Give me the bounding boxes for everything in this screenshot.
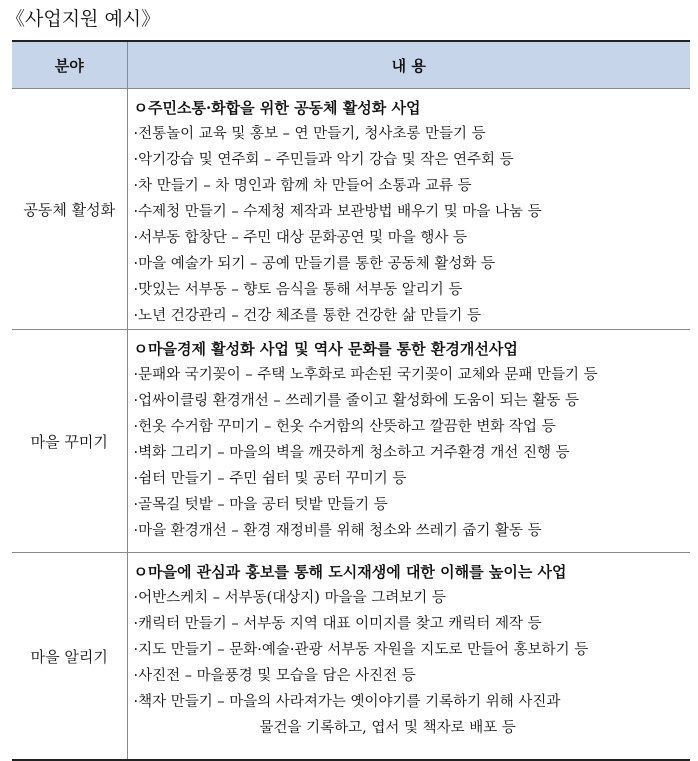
list-item: ·캐릭터 만들기 – 서부동 지역 대표 이미지를 찾고 캐릭터 제작 등: [133, 616, 542, 632]
list-item: ·쉼터 만들기 – 주민 쉼터 및 공터 꾸미기 등: [133, 471, 407, 487]
list-item: ·마을 환경개선 – 환경 재정비를 위해 청소와 쓰레기 줍기 활동 등: [133, 523, 542, 539]
row-heading: ㅇ마을경제 활성화 사업 및 역사 문화를 통한 환경개선사업: [133, 340, 518, 358]
list-item: ·사진전 – 마을풍경 및 모습을 담은 사진전 등: [133, 668, 416, 684]
list-item: ·문패와 국기꽂이 – 주택 노후화로 파손된 국기꽂이 교체와 문패 만들기 등: [133, 367, 598, 383]
list-item: ·차 만들기 – 차 명인과 함께 차 만들어 소통과 교류 등: [133, 178, 472, 194]
header-category: 분야: [12, 41, 127, 89]
list-item: ·마을 예술가 되기 – 공예 만들기를 통한 공동체 활성화 등: [133, 256, 495, 272]
table-header-row: [12, 41, 690, 89]
list-item: ·악기강습 및 연주회 – 주민들과 악기 강습 및 작은 연주회 등: [133, 152, 514, 168]
row-category: 마을 꾸미기: [12, 330, 127, 553]
row-heading: ㅇ주민소통·화합을 위한 공동체 활성화 사업: [133, 99, 421, 117]
section-title: 《사업지원 예시》: [6, 8, 161, 30]
row-content: [127, 330, 690, 553]
row-content: [127, 553, 690, 761]
list-item: ·전통놀이 교육 및 홍보 – 연 만들기, 청사초롱 만들기 등: [133, 126, 486, 142]
list-item: ·골목길 텃밭 – 마을 공터 텃밭 만들기 등: [133, 497, 388, 513]
list-item: ·서부동 합창단 – 주민 대상 문화공연 및 마을 행사 등: [133, 230, 467, 246]
list-item: ·노년 건강관리 – 건강 체조를 통한 건강한 삶 만들기 등: [133, 308, 481, 324]
support-examples-table: [12, 40, 690, 761]
list-item: ·어반스케치 – 서부동(대상지) 마을을 그려보기 등: [133, 590, 446, 606]
list-item: ·수제청 만들기 – 수제청 제작과 보관방법 배우기 및 마을 나눔 등: [133, 204, 542, 220]
list-item: ·책자 만들기 – 마을의 사라져가는 옛이야기를 기록하기 위해 사진과: [133, 694, 561, 710]
header-content: 내 용: [127, 41, 690, 89]
table-row: [12, 330, 690, 553]
list-item: ·헌옷 수거함 꾸미기 – 헌옷 수거함의 산뜻하고 깔끔한 변화 작업 등: [133, 419, 556, 435]
table-row: [12, 89, 690, 330]
row-content: [127, 89, 690, 330]
row-category: 공동체 활성화: [12, 89, 127, 330]
row-category: 마을 알리기: [12, 553, 127, 761]
list-item-continuation: 물건을 기록하고, 엽서 및 책자로 배포 등: [259, 720, 516, 736]
table-row: [12, 553, 690, 761]
list-item: ·지도 만들기 – 문화·예술·관광 서부동 자원을 지도로 만들어 홍보하기 등: [133, 642, 589, 658]
list-item: ·업싸이클링 환경개선 – 쓰레기를 줄이고 활성화에 도움이 되는 활동 등: [133, 393, 580, 409]
row-heading: ㅇ마을에 관심과 홍보를 통해 도시재생에 대한 이해를 높이는 사업: [133, 563, 567, 581]
list-item: ·벽화 그리기 – 마을의 벽을 깨끗하게 청소하고 거주환경 개선 진행 등: [133, 445, 570, 461]
list-item: ·맛있는 서부동 – 향토 음식을 통해 서부동 알리기 등: [133, 282, 463, 298]
